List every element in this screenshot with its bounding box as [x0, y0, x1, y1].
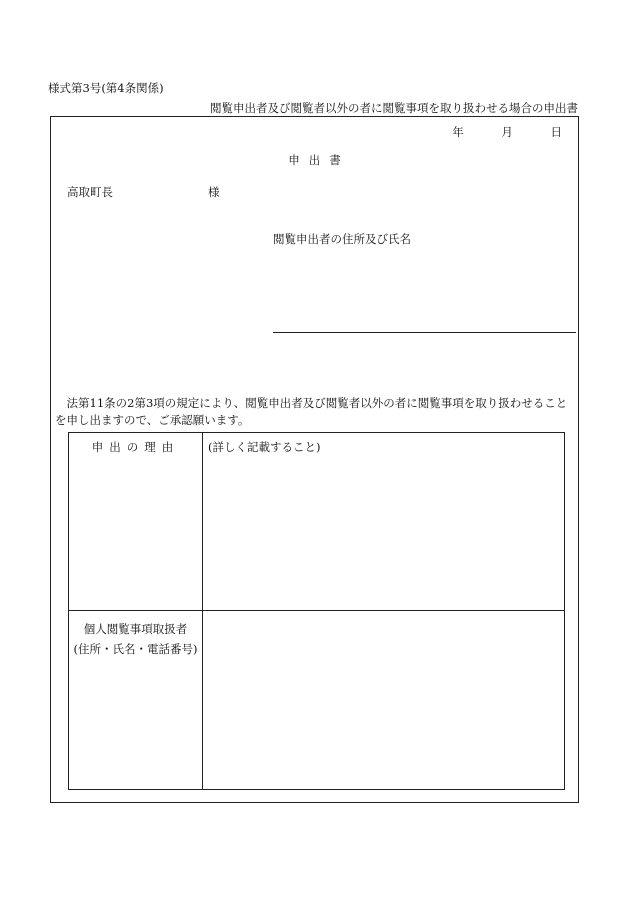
applicant-signature-line[interactable] — [273, 332, 576, 333]
application-form-frame — [50, 116, 579, 803]
handler-label: 個人閲覧事項取扱者 — [83, 622, 188, 636]
application-statement: 法第11条の2第3項の規定により、閲覧申出者及び閲覧者以外の者に閲覧事項を取り扱わせることを申し出ますので、ご承認願います。 — [55, 396, 568, 427]
addressee-honorific: 様 — [208, 185, 220, 199]
application-details-table — [68, 432, 565, 790]
reason-label: 申出の理由 — [69, 433, 203, 611]
reason-note: (詳しく記載すること) — [208, 440, 321, 454]
date-row — [452, 124, 562, 140]
form-number-label: 様式第3号(第4条関係) — [48, 81, 164, 95]
form-heading: 申出書 — [288, 153, 350, 167]
date-year-label: 年 — [452, 125, 464, 139]
date-month-label: 月 — [501, 125, 513, 139]
handler-label-cell — [69, 611, 203, 790]
document-title: 閲覧申出者及び閲覧者以外の者に閲覧事項を取り扱わせる場合の申出書 — [210, 101, 578, 115]
handler-sublabel: (住所・氏名・電話番号) — [73, 642, 198, 656]
date-day-label: 日 — [550, 125, 562, 139]
applicant-address-name-label: 閲覧申出者の住所及び氏名 — [273, 232, 411, 246]
reason-field[interactable] — [203, 433, 565, 611]
handler-field[interactable] — [203, 611, 565, 790]
handler-row — [69, 611, 565, 790]
reason-row — [69, 433, 565, 611]
addressee-name: 高取町長 — [67, 185, 113, 199]
